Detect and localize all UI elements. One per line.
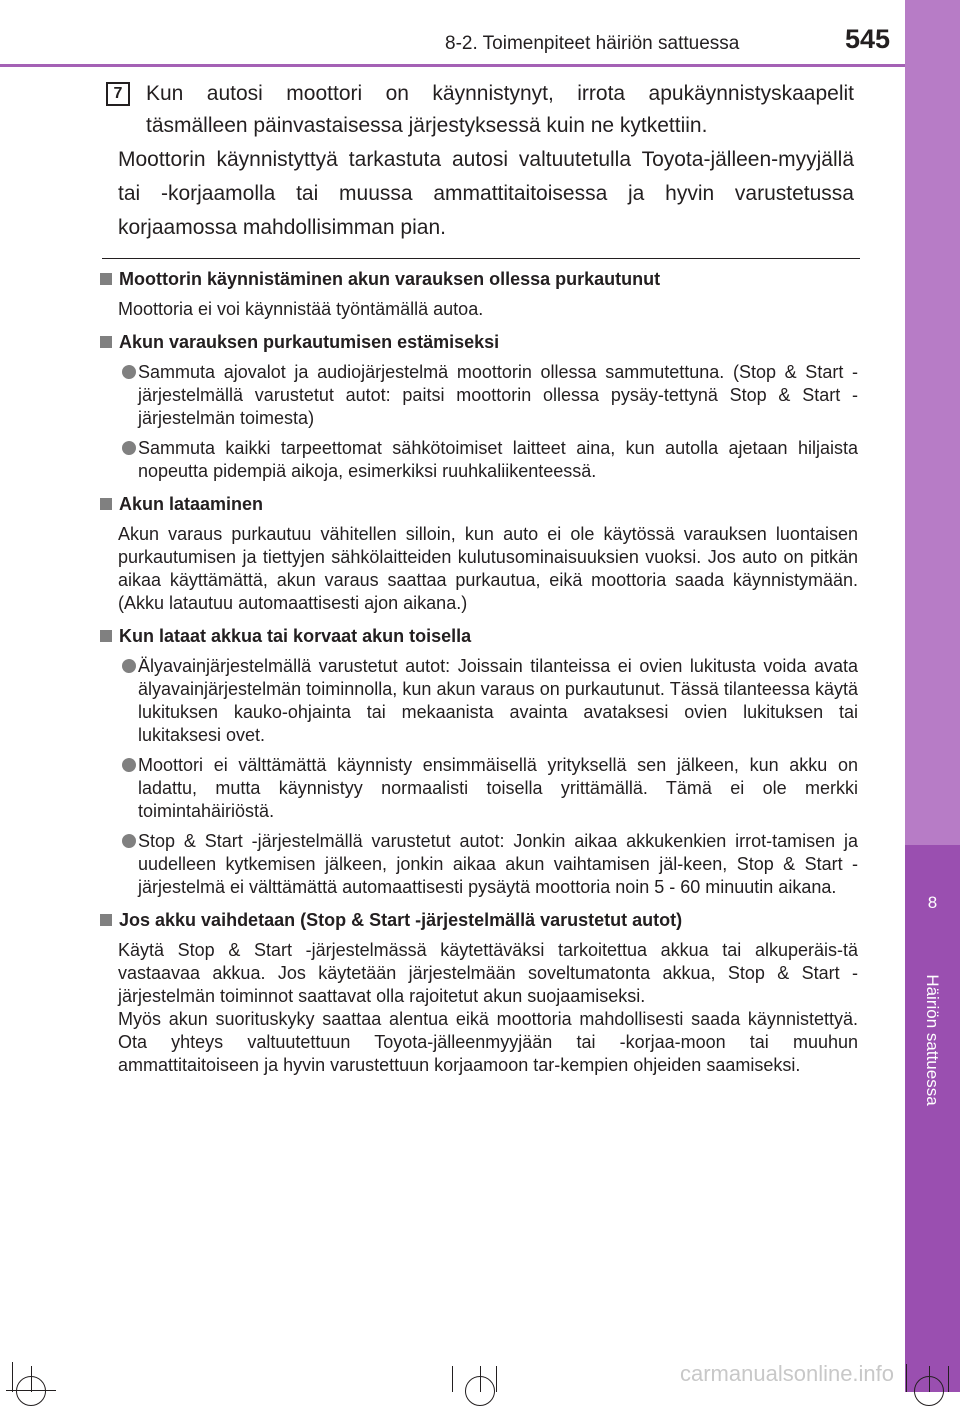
square-bullet-icon	[100, 336, 112, 348]
section-heading	[100, 268, 858, 291]
crop-mark	[906, 1364, 907, 1392]
section-heading	[100, 331, 858, 354]
round-bullet-icon	[122, 758, 136, 772]
section-heading-text: Kun lataat akkua tai korvaat akun toisella	[119, 626, 472, 646]
section-heading	[100, 909, 858, 932]
info-sections	[100, 268, 858, 1077]
round-bullet-icon	[122, 365, 136, 379]
side-tab-label: Häiriön sattuessa	[923, 974, 942, 1106]
section-heading-text: Jos akku vaihdetaan (Stop & Start -järjestelmällä varustetut autot)	[119, 910, 683, 930]
section-heading	[100, 625, 858, 648]
watermark: carmanualsonline.info	[680, 1361, 895, 1386]
section-heading-text: Akun varauksen purkautumisen estämiseksi	[119, 332, 500, 352]
bullet-text: Sammuta kaikki tarpeettomat sähkötoimiset laitteet aina, kun autolla ajetaan hiljaista nopeutta pidempiä aikoja, esimerkiksi ruuhkaliikenteessä.	[138, 438, 858, 481]
crop-mark	[929, 1366, 930, 1392]
bullet-text: Stop & Start -järjestelmällä varustetut autot: Jonkin aikaa akkukenkien irrot-tamisen ja uudelleen kytkemisen jälkeen, jonkin aikaa akun vaihtamisen jäl-keen, Stop & Start -järjestelmä ei välttämättä automaattisesti pysäytä moottoria noin 5 - 60 minuutin aikana.	[138, 831, 858, 897]
crop-mark	[12, 1362, 13, 1392]
round-bullet-icon	[122, 834, 136, 848]
section-heading-text: Akun lataaminen	[119, 494, 264, 514]
step-text: Kun autosi moottori on käynnistynyt, irrota apukäynnistyskaapelit täsmälleen päinvastaisessa järjestyksessä kuin ne kytkettiin.	[146, 82, 854, 137]
crop-mark	[452, 1366, 453, 1392]
round-bullet-icon	[122, 659, 136, 673]
bullet-text: Älyavainjärjestelmällä varustetut autot: Joissain tilanteissa ei ovien lukitusta voida avata älyavainjärjestelmän toiminnolla, kun akun varaus on purkautunut. Tässä tilanteessa käytä lukituksen kauko-ohjainta tai mekaanista avainta avataksesi ovien lukituksen tai lukitaksesi ovet.	[138, 656, 858, 745]
side-tab-active-chapter[interactable]	[905, 845, 960, 1392]
section-heading	[100, 493, 858, 516]
crop-mark	[480, 1366, 481, 1392]
step-note: Moottorin käynnistyttyä tarkastuta autosi valtuutetulla Toyota-jälleen-myyjällä tai -korjaamolla tai muussa ammattitaitoisessa ja hyvin varustetussa korjaamossa mahdollisimman pian.	[118, 148, 854, 239]
bullet-item	[100, 830, 858, 899]
section-paragraph: Käytä Stop & Start -järjestelmässä käytettäväksi tarkoitettua akkua tai alkuperäis-tä vastaavaa akkua. Jos käytetään järjestelmään soveltumatonta akkua, Stop & Start -järjestelmän toiminnot saattavat olla rajoitetut akun suojaamiseksi.	[118, 940, 858, 1006]
step-number-box: 7	[106, 82, 130, 106]
section-paragraph: Moottoria ei voi käynnistää työntämällä autoa.	[118, 299, 484, 319]
side-tab-background	[905, 0, 960, 845]
crop-mark	[948, 1366, 949, 1392]
bullet-text: Moottori ei välttämättä käynnisty ensimmäisellä yrityksellä sen jälkeen, kun akku on ladattu, mutta käynnistyy normaalisti toisella yrittämällä. Tämä ei ole merkki toimintahäiriöstä.	[138, 755, 858, 821]
section-divider	[102, 258, 860, 259]
section-paragraph: Akun varaus purkautuu vähitellen silloin, kun auto ei ole käytössä varauksen luontaisen purkautumisen ja tiettyjen sähkölaitteiden kulutusominaisuuksien vuoksi. Jos auto on pitkän aikaa käyttämättä, akun varaus saattaa purkautua, eikä moottoria saada käynnistymään. (Akku latautuu automaattisesti ajon aikana.)	[118, 524, 858, 613]
side-tab-number: 8	[927, 893, 938, 912]
round-bullet-icon	[122, 441, 136, 455]
bullet-text: Sammuta ajovalot ja audiojärjestelmä moottorin ollessa sammutettuna. (Stop & Start -järjestelmällä varustetut autot: paitsi moottorin ollessa pysäy-tettynä Stop & Start -järjestelmän toimesta)	[138, 362, 858, 428]
bullet-item	[100, 655, 858, 747]
page-number: 545	[845, 24, 891, 54]
square-bullet-icon	[100, 914, 112, 926]
crop-mark	[6, 1390, 56, 1391]
bullet-item	[100, 754, 858, 823]
bullet-item	[100, 361, 858, 430]
crop-mark	[31, 1366, 32, 1392]
square-bullet-icon	[100, 273, 112, 285]
square-bullet-icon	[100, 498, 112, 510]
header-section-title: 8-2. Toimenpiteet häiriön sattuessa	[445, 33, 740, 54]
bullet-item	[100, 437, 858, 483]
header-rule	[0, 64, 905, 67]
square-bullet-icon	[100, 630, 112, 642]
section-paragraph: Myös akun suorituskyky saattaa alentua eikä moottoria mahdollisesti saada käynnistettyä. Ota yhteys valtuutettuun Toyota-jälleenmyyjään tai -korjaa-moon tai muuhun ammattitaitoiseen ja hyvin varustettuun korjaamoon tar-kempien ohjeiden saamiseksi.	[118, 1009, 858, 1075]
crop-mark	[496, 1366, 497, 1392]
section-heading-text: Moottorin käynnistäminen akun varauksen ollessa purkautunut	[119, 269, 661, 289]
